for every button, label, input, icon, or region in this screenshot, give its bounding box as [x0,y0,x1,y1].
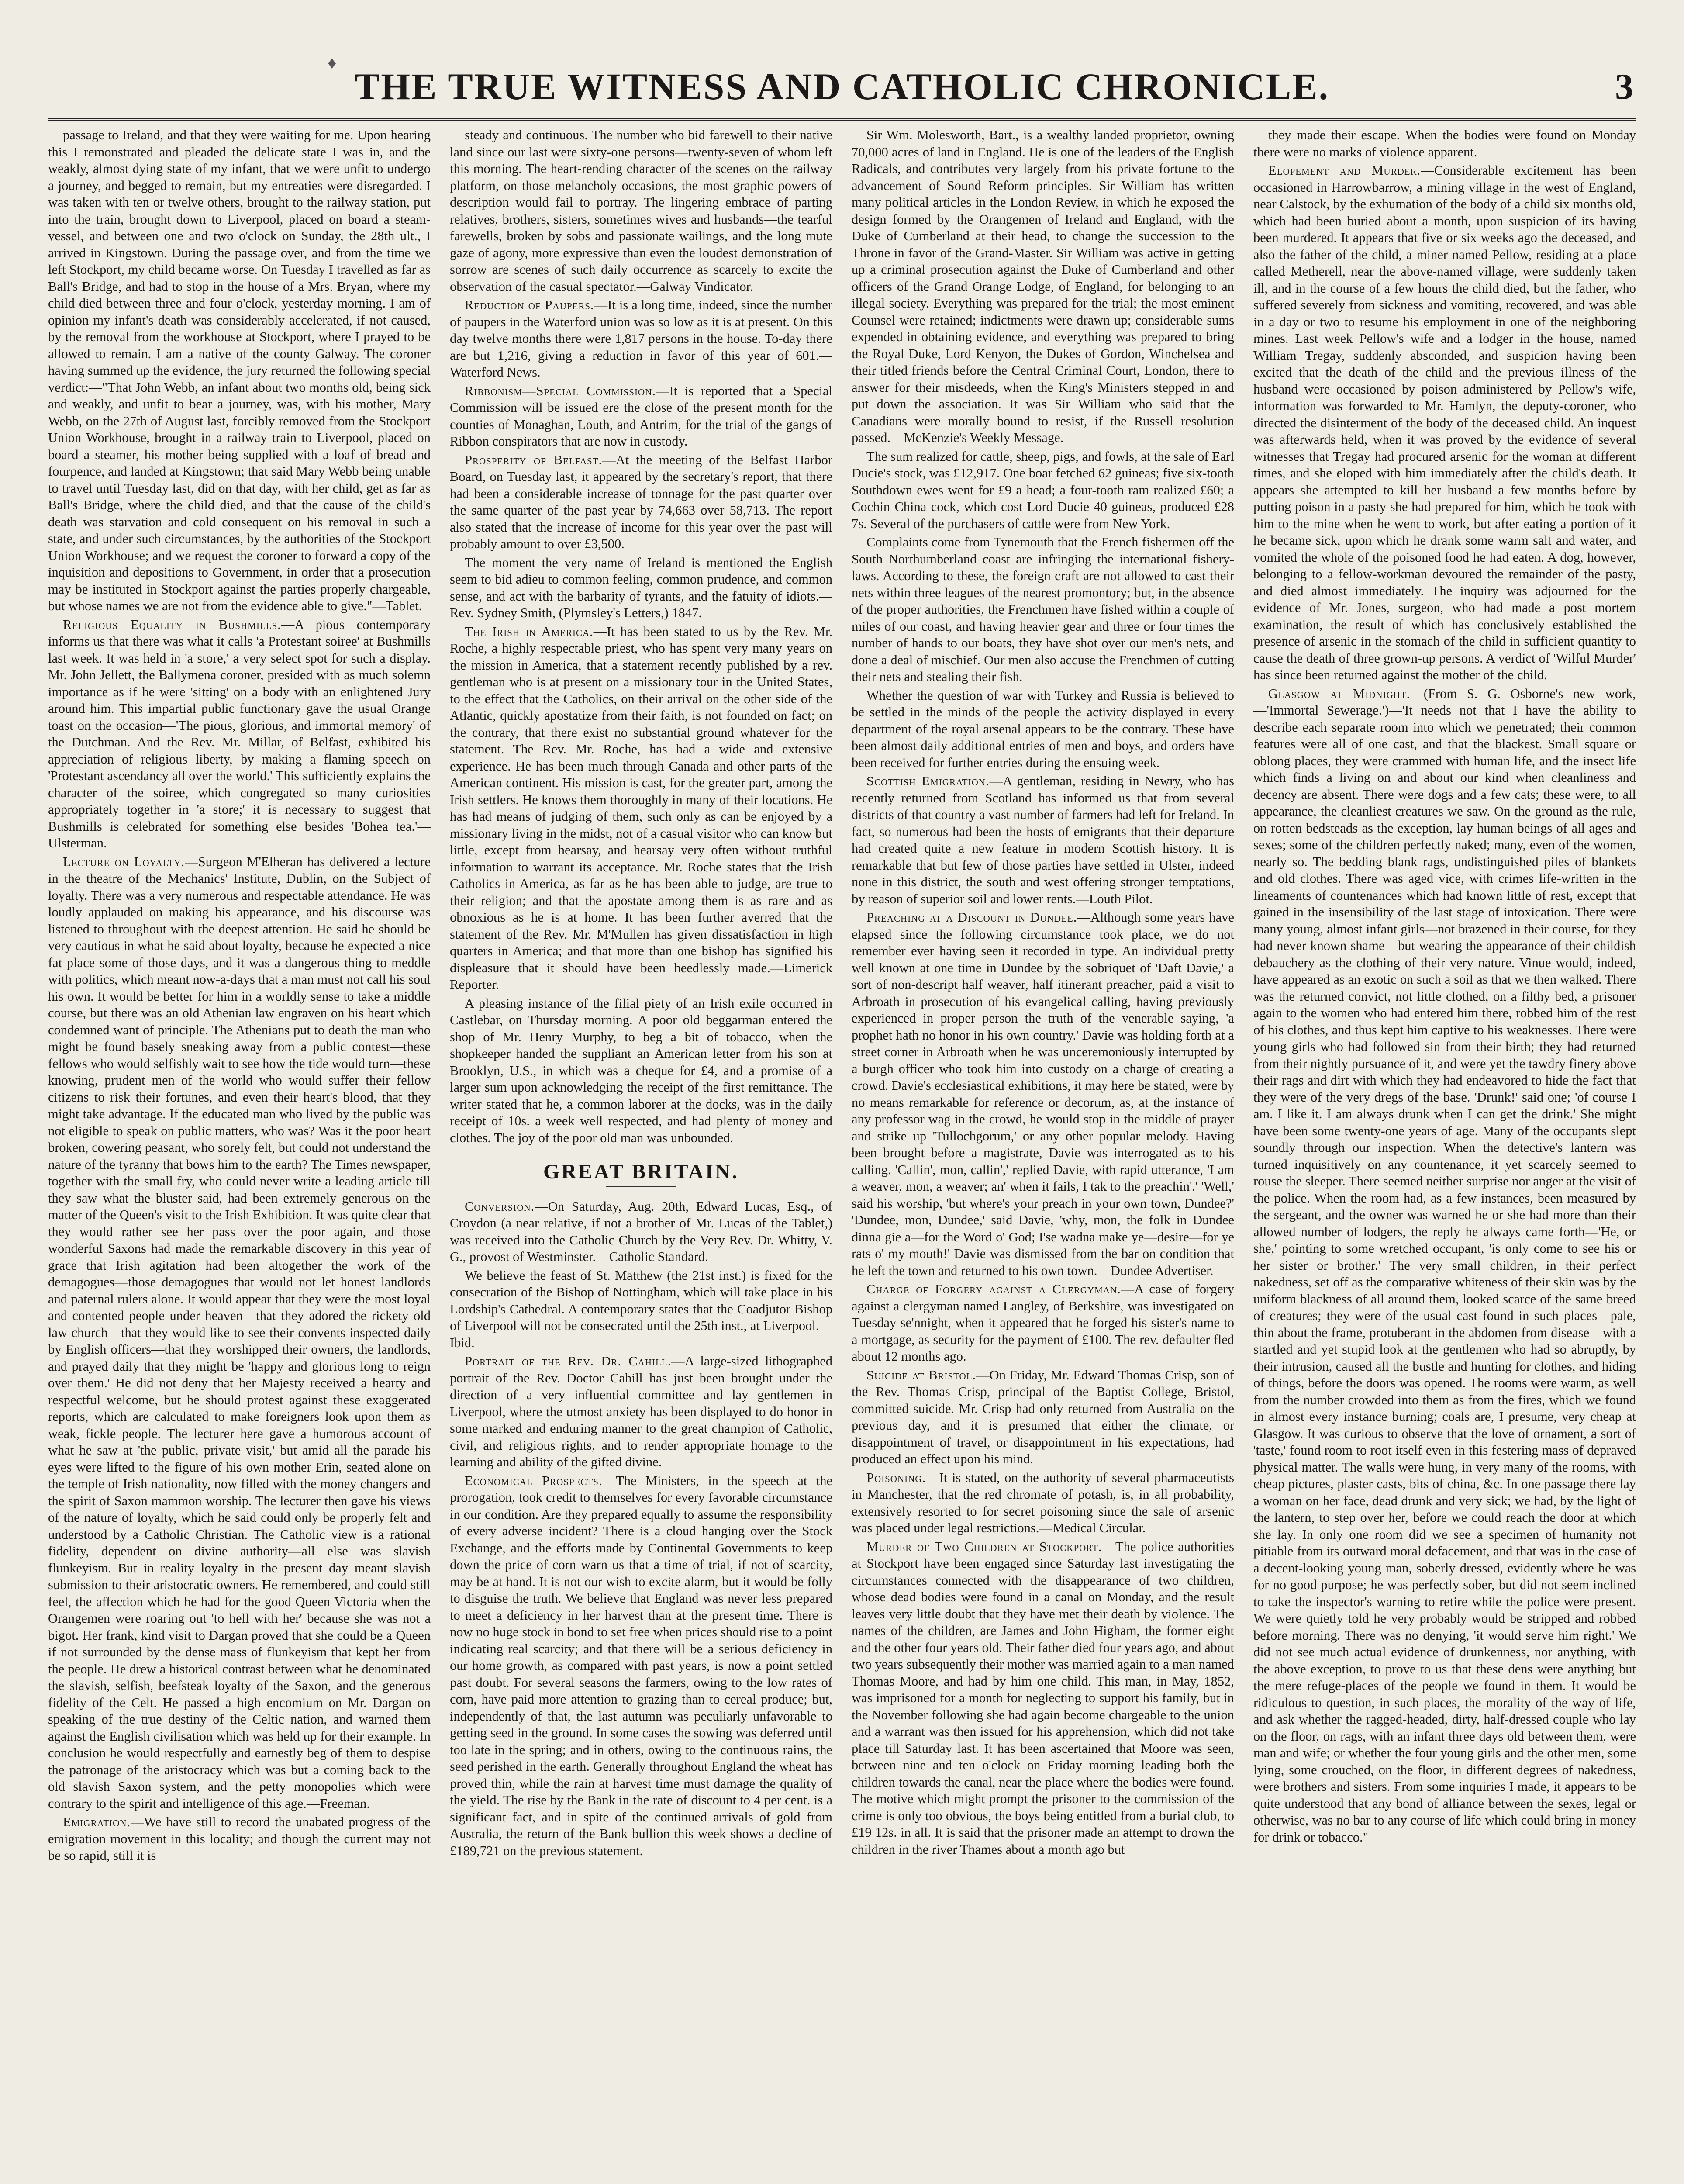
article-paragraph [450,1353,832,1471]
article-text: —Surgeon M'Elheran has delivered a lecture in the theatre of the Mechanics' Institute, Dublin, on the Subject of loyalty. There was a very numerous and respectable attendance. He was loudly applauded on making his appearance, and his discourse was listened to throughout with the deepest attention. He said he should be very cautious in what he said about loyalty, because he expected a nice fat place some of those days, and it was a dangerous thing to meddle with politics, which meant now-a-days that a man must not call his soul his own. It would be better for him in a worldly sense to take a middle course, but there was an old Athenian law engraven on his heart which condemned want of principle. The Athenians put to death the man who might be found basely sneaking away from a public contest—these fellows who would selfishly wait to see how the tide would turn—these knowing, prudent men of the world who would suffer their fellow citizens to risk their fortunes, and even their heart's blood, that they might take advantage. If the educated man who lived by the public was not eligible to speak on public matters, who was? Was it the poor heart broken, cowering peasant, who sorely felt, but could not understand the nature of the tyranny that bows him to the earth? The Times newspaper, together with the small fry, who could never write a leading article till they saw what the bluster said, had been extremely generous on the matter of the Queen's visit to the Irish Exhibition. It was quite clear that they would rather see her pass over the poor again, and those wonderful Saxons had made the remarkable discovery in this year of grace that Irish agitation had been altogether the work of the demagogues—those demagogues that would not let honest landlords and paternal rulers alone. It would appear that they were the most loyal and contented people under heaven—that they adored the rickety old law church—that they would like to see their convents inspected daily by English officers—that they worshipped their owners, the landlords, and prayed daily that they might be 'happy and glorious long to reign over them.' He did not deny that her Majesty received a hearty and respectful welcome, but he should protest against these exaggerated reports, which are calculated to make foreigners look upon them as weak, fickle people. The lecturer here gave a humorous account of what he saw at 'the public, private visit,' but amid all the parade his eyes were lifted to the figure of his own mother Erin, seated alone on the temple of Irish nationality, now filled with the money changers and the spirit of Saxon mammon worship. The lecturer then gave his views of the nature of loyalty, which he said could only be properly felt and understood by a Catholic Christian. The Catholic view is a rational fidelity, dependent on divine authority—all else was slavish flunkeyism. But in reality loyalty in the present day meant slavish submission to their aristocratic owners. He remembered, and could still feel, the affection which he had for the good Queen Victoria when the Orangemen were roaring out 'to hell with her' because she was not a bigot. Her frank, kind visit to Dargan proved that she could be a Queen if not surrounded by the dense mass of flunkeyism that kept her from the people. He drew a historical contrast between what he denominated the slavish, selfish, beefsteak loyalty of the Saxon, and the generous fidelity of the Celt. He passed a high encomium on Mr. Dargan on speaking of the true destiny of the Celtic nation, and warned them against the English civilisation which was held up for their example. In conclusion he would respectfully and earnestly beg of them to despise the patronage of the aristocracy which was but a coming back to the old slavish Saxon system, and the petty monopolies which were contrary to the spirit and intelligence of this age.—Freeman. [48,854,431,1811]
article-text: —At the meeting of the Belfast Harbor Board, on Tuesday last, it appeared by the secretary's report, that there had been a considerable increase of tonnage for the past quarter over the same quarter of the past year by 74,663 over 58,713. The report also stated that the increase of income for this year over the past will probably amount to over £3,500. [450,452,832,551]
columns [48,127,1636,2184]
article-paragraph [450,554,832,622]
article-text: —It is stated, on the authority of several pharmaceutists in Manchester, that the red chromate of potash, is, in all probability, extensively resorted to for secret poisoning since the sale of arsenic was placed under legal restrictions.—Medical Circular. [852,1470,1234,1535]
column-2 [450,127,832,2184]
article-heading: Ribbonism—Special Commission. [465,383,656,398]
page-number: 3 [1615,66,1633,107]
article-text: they made their escape. When the bodies were found on Monday there were no marks of violence apparent. [1253,128,1636,159]
article-heading: The Irish in America. [465,624,594,639]
article-heading: Lecture on Loyalty. [63,854,185,869]
article-text: Complaints come from Tynemouth that the French fishermen off the South Northumberland coast are infringing the international fishery-laws. According to these, the foreign craft are not allowed to cast their nets within three leagues of the nearest promontory; but, in the absence of the proper authorities, the Frenchmen have fished within a couple of miles of our coast, and having heavier gear and three or four times the number of hands to our boats, they have shot over our men's nets, and done a deal of mischief. Our men also accuse the Frenchmen of cutting their nets and stealing their fish. [852,535,1234,684]
column-4 [1253,127,1636,2184]
article-heading: Glasgow at Midnight. [1268,686,1411,701]
section-heading: GREAT BRITAIN. [450,1164,832,1187]
article-paragraph [1253,685,1636,1846]
article-heading: Religious Equality in Bushmills. [63,617,281,632]
article-text: —A gentleman, residing in Newry, who has recently returned from Scotland has informed us that from several districts of that country a vast number of farmers had left for Ireland. In fact, so numerous had been the hosts of emigrants that their departure had created quite a new feature in modern Scottish history. It is remarkable that but few of those parties have settled in Ulster, indeed none in this district, the south and west offering stronger temptations, by reason of superior soil and lower rents.—Louth Pilot. [852,774,1234,906]
article-text: —It is a long time, indeed, since the number of paupers in the Waterford union was so low as it is at present. On this day twelve months there were 1,817 persons in the house. To-day there are but 1,216, giving a reduction in favor of this year of 601.—Waterford News. [450,297,832,380]
article-paragraph [1253,127,1636,160]
article-paragraph [48,854,431,1812]
article-text: —We have still to record the unabated progress of the emigration movement in this locality; and though the current may not be so rapid, still it is [48,1814,431,1863]
article-text: We believe the feast of St. Matthew (the 21st inst.) is fixed for the consecration of the Bishop of Nottingham, which will take place in his Lordship's Cathedral. A contemporary states that the Coadjutor Bishop of Liverpool will not be consecrated until the 25th inst., at Liverpool.—Ibid. [450,1268,832,1350]
article-heading: Preaching at a Discount in Dundee. [866,910,1077,925]
article-text: Whether the question of war with Turkey and Russia is believed to be settled in the minds of the people the activity displayed in every department of the royal arsenal appears to be the contrary. These have been almost daily additional entries of men and boys, and orders have been received for further entries during the ensuing week. [852,688,1234,770]
article-heading: Emigration. [63,1814,131,1829]
newspaper-title: THE TRUE WITNESS AND CATHOLIC CHRONICLE. [354,66,1330,107]
article-paragraph [450,995,832,1147]
article-paragraph [852,1367,1234,1468]
article-heading: Reduction of Paupers. [465,297,594,312]
article-heading: Suicide at Bristol. [866,1367,977,1382]
article-text: Sir Wm. Molesworth, Bart., is a wealthy landed proprietor, owning 70,000 acres of land in England. He is one of the leaders of the English Radicals, and contributes very largely from his private fortune to the advancement of Sound Reform principles. Sir William has written many political articles in the London Review, in which he exposed the design formed by the Orangemen of Ireland and England, with the Duke of Cumberland at their head, to change the succession to the Throne in favor of the Grand-Master. Sir William was active in getting up a criminal prosecution against the Duke of Cumberland and other officers of the Grand Orange Lodge, of England, for belonging to an illegal society. Everything was prepared for the trial; the most eminent Counsel were retained; indictments were drawn up; considerable sums expended in obtaining evidence, and everything was prepared to bring the Royal Duke, Lord Kenyon, the Dukes of Gordon, Winchelsea and their titled friends before the Central Criminal Court, London, there to answer for their misdeeds, when the King's Ministers stepped in and put down the association. It was Sir William who said that the Canadians were morally bound to resist, if the Russell resolution passed.—McKenzie's Weekly Message. [852,128,1234,445]
article-paragraph [450,1472,832,1859]
article-paragraph [852,534,1234,685]
article-heading: Prosperity of Belfast. [465,452,603,467]
article-paragraph [852,687,1234,771]
article-paragraph [450,383,832,450]
article-paragraph [450,127,832,295]
article-text: —A large-sized lithographed portrait of the Rev. Doctor Cahill has just been brought under the direction of a very influential committee and lay gentlemen in Liverpool, where the utmost anxiety has been displayed to do honor in some marked and enduring manner to the great champion of Catholic, civil, and religious rights, and to render appropriate homage to the learning and ability of the gifted divine. [450,1354,832,1469]
article-paragraph [852,773,1234,907]
article-text: A pleasing instance of the filial piety of an Irish exile occurred in Castlebar, on Thursday morning. A poor old beggarman entered the shop of Mr. Henry Murphy, to beg a bit of tobacco, when the shopkeeper handed the suppliant an American letter from his son at Brooklyn, U.S., in which was a cheque for £4, and a promise of a larger sum upon acknowledging the receipt of the first remittance. The writer stated that he, a common laborer at the docks, was in the daily receipt of 10s. a week well respected, and had plenty of money and clothes. The joy of the poor old man was unbounded. [450,995,832,1145]
article-heading: Elopement and Murder. [1268,163,1421,178]
article-paragraph [852,127,1234,446]
article-paragraph [852,448,1234,532]
article-paragraph [450,297,832,381]
article-text: —On Friday, Mr. Edward Thomas Crisp, son of the Rev. Thomas Crisp, principal of the Baptist College, Bristol, committed suicide. Mr. Crisp had only returned from Australia on the previous day, and it is presumed that either the climate, or disappointment of travel, or disappointment in his expectations, had produced an effect upon his mind. [852,1367,1234,1466]
article-text: —It has been stated to us by the Rev. Mr. Roche, a highly respectable priest, who has spent very many years on the mission in America, that a statement recently published by a rev. gentleman who is at present on a missionary tour in the United States, to the effect that the Catholics, on their arrival on the other side of the Atlantic, quickly apostatize from their faith, is not founded on fact; on the contrary, that there exist no substantial ground whatever for the statement. The Rev. Mr. Roche, has had a wide and extensive experience. He has been much through Canada and other parts of the American continent. His mission is cast, for the greater part, among the Irish settlers. He knows them thoroughly in many of their locations. He has had means of judging of them, such only as can be enjoyed by a missionary living in the midst, not of a casual visitor who can know but little, except from hearsay, and hearsay very often without truthful information to warrant its acceptance. Mr. Roche states that the Irish Catholics in America, as far as he has been able to judge, are true to their religion; and that the apostate among them is as rare and as obnoxious as he is at home. It has been further averred that the statement of the Rev. Mr. M'Mullen has given dissatisfaction in high quarters in America; and that more than one bishop has signified his displeasure that it should have been heedlessly made.—Limerick Reporter. [450,624,832,992]
article-text: —(From S. G. Osborne's new work,—'Immortal Sewerage.')—'It needs not that I have the ability to describe each separate room into which we penetrated; their common features were all of one cast, and that the blackest. Small square or oblong places, they were crammed with human life, and the insect life which finds a living on and about our kind when cleanliness and decency are absent. There were dogs and a few cats; these were, to all appearance, the cleanliest creatures we saw. On the ground as the rule, on rotten bedsteads as the exception, lay human beings of all ages and sexes; some of the children perfectly naked; many, even of the women, nearly so. The bedding blank rags, undistinguished piles of blankets and old clothes. There was aged vice, with crimes life-written in the lineaments of countenances which had known little of rest, except that gained in the insensibility of the last stage of intoxication. There were many young, almost infant girls—not brazened in their course, for they had never known shame—but wearing the appearance of their childish debauchery as the clothing of their very nature. Vinue would, indeed, have appeared as an exotic on such a soil as that we then walked. There was the returned convict, not little clothed, on a filthy bed, a prisoner again to the women who had entered him there, robbed him of the rest of his clothes, and thus kept him captive to his weaknesses. There were young girls who had followed sin from their birth; they had returned from their nightly pursuance of it, and were yet the tawdry finery above their rags and dirt with which they had endeavored to hide the fact that they were of the very dregs of the base. 'Drunk!' said one; 'of course I am. I like it. I am always drunk when I can get the drink.' She might have been some twenty-one years of age. Many of the occupants slept soundly through our inspection. When the detective's lantern was turned inquisitively on any countenance, it yet scarcely seemed to rouse the sleeper. There seemed neither surprise nor anger at the visit of the police. When the room had, as a few instances, been measured by the sergeant, and the owner was warned he or she had more than their allowed number of lodgers, the reply he always came forth—'He, or she,' pointing to some wretched occupant, 'is only come to see his or her sister or brother.' The very small children, in their perfect nakedness, set off as the comparative whiteness of their skin was by the uniform blackness of all around them, looked scarce of the same breed of creatures; they were of the usual cast found in such places—pale, thin about the frame, protuberant in the abdomen from disease—with a startled and yet stupid look at the gentlemen who had so abruptly, by their intrusion, caused all the bustle and hunting for clothes, and hiding of things, before the doors was opened. The rooms were warm, as well from the number crowded into them as from the fires, which we found in almost every instance burning; coals are, I presume, very cheap at Glasgow. It was curious to observe that the love of ornament, a sort of 'taste,' found room to root itself even in this festering mass of depraved physical matter. The walls were hung, in very many of the rooms, with cheap pictures, plaster casts, bits of china, &c. In one passage there lay a woman on her face, dead drunk and very sick; we had, by the light of the lantern, to step over her, before we could reach the door at which she lay. In only one room did we see a specimen of humanity not pitiable from its outward moral defacement, and that was in the case of a decent-looking young man, soberly dressed, evidently where he was for no good purpose; he was perfectly sober, but did not seem inclined to take the inspector's warning to retire while the police were present. We were quietly told he very probably would be stripped and robbed before morning. There was no denying, 'it would serve him right.' We did not see much actual evidence of drunkenness, nor anything, with the above exception, to prove to us that these dens were anything but the mere refuge-places of the people we found in them. It would be ridiculous to question, in such places, the morality of the way of life, and ask whether the ragged-headed, dirty, half-dressed couple who lay on the floor, on rags, with an infant three days old between them, were man and wife; or whether the four young girls and the other men, some lying, some crouched, on the floor, in different degrees of nakedness, were brothers and sisters. From some inquiries I made, it appears to be quite understood that any bond of alliance between the sexes, legal or otherwise, was no bar to any course of life which could bring in money for drink or tobacco." [1253,686,1636,1845]
column-3 [852,127,1234,2184]
article-text: —Although some years have elapsed since the following circumstance took place, we do not remember ever having seen it recorded in type. An individual pretty well known at one time in Dundee by the sobriquet of 'Daft Davie,' a sort of non-descript half weaver, half itinerant preacher, paid a visit to Arbroath in prosecution of his evangelical calling, having previously experienced in proper person the truth of the venerable saying, 'a prophet hath no honor in his own country.' Davie was holding forth at a street corner in Arbroath when he was unceremoniously interrupted by a burgh officer who took him into custody on a charge of creating a crowd. Davie's ecclesiastical exhibitions, it may here be stated, were by no means remarkable for reference or decorum, as, at the instance of any professor wag in the crowd, he would stop in the middle of prayer and strike up 'Tullochgorum,' or any other popular melody. Having been brought before a magistrate, Davie was interrogated as to his calling. 'Callin', mon, callin',' replied Davie, with rapid utterance, 'I am a weaver, mon, a weaver; an' when it fails, I tak to the preachin'.' 'Well,' said his worship, 'but where's your preach in your own town, Dundee?' 'Dundee, mon, Dundee,' said Davie, 'why, mon, the folk in Dundee dinna gie a—for the Word o' God; I'se wadna make ye—desire—for ye rats o' my mouth!' Davie was dismissed from the bar on condition that he left the town and returned to his own town.—Dundee Advertiser. [852,910,1234,1278]
article-paragraph [48,127,431,615]
article-text: —On Saturday, Aug. 20th, Edward Lucas, Esq., of Croydon (a near relative, if not a brother of Mr. Lucas of the Tablet,) was received into the Catholic Church by the Very Rev. Dr. Whitty, V. G., provost of Westminster.—Catholic Standard. [450,1199,832,1264]
article-heading: Murder of Two Children at Stockport. [866,1539,1102,1554]
article-heading: Economical Prospects. [465,1473,603,1488]
article-paragraph [48,1814,431,1864]
article-paragraph [48,616,431,852]
article-heading: Conversion. [465,1199,535,1214]
article-paragraph [852,1469,1234,1537]
article-paragraph [450,1267,832,1351]
article-text: —It is reported that a Special Commission will be issued ere the close of the present month for the counties of Monaghan, Louth, and Antrim, for the trial of the gangs of Ribbon conspirators that are now in custody. [450,383,832,449]
article-heading: Poisoning. [866,1470,926,1485]
article-heading: Charge of Forgery against a Clergyman. [866,1282,1121,1296]
article-text: The sum realized for cattle, sheep, pigs, and fowls, at the sale of Earl Ducie's stock, was £12,917. One boar fetched 62 guineas; five six-tooth Southdown ewes went for £9 a head; a four-tooth ram realized £60; a Cochin China cock, which cost Lord Ducie 40 guineas, produced £28 7s. Several of the purchasers of cattle were from New York. [852,449,1234,531]
article-text: —Considerable excitement has been occasioned in Harrowbarrow, a mining village in the west of England, near Calstock, by the exhumation of the body of a child six months old, which had been buried about a month, upon suspicion of its having been murdered. It appears that five or six weeks ago the deceased, and also the father of the child, a miner named Pellow, residing at a place called Metherell, near the above-named village, were suddenly taken ill, and in the course of a few hours the child died, but the father, who suffered severely from sickness and vomiting, recovered, and was able in a day or two to resume his employment in one of the neighboring mines. Last week Pellow's wife and a lodger in the house, named William Tregay, suddenly absconded, and suspicion having been excited that the death of the child and the previous illness of the husband were occasioned by poison administered by Pellow's wife, information was forwarded to Mr. Hamlyn, the deputy-coroner, who directed the disinterment of the body of the deceased child. An inquest was afterwards held, when it was proved by the evidence of several witnesses that Tregay had procured arsenic for the woman at different times, and she eloped with him immediately after the child's death. It appears she attempted to kill her husband a few months before by putting poison in a pasty she had prepared for him, which he took with him to the mine when he went to work, but after eating a portion of it he became sick, upon which he drank some warm salt and water, and vomited the whole of the poisoned food he had eaten. A dog, however, belonging to a fellow-workman devoured the remainder of the pasty, and died almost immediately. The inquiry was adjourned for the evidence of Mr. Jones, surgeon, who had made a post mortem examination, the result of which has conclusively established the presence of arsenic in the stomach of the child in sufficient quantity to cause the death of three grown-up persons. A verdict of 'Wilful Murder' has since been returned against the mother of the child. [1253,163,1636,682]
article-paragraph [450,1198,832,1265]
article-paragraph [450,623,832,993]
article-text: The moment the very name of Ireland is mentioned the English seem to bid adieu to common feeling, common prudence, and common sense, and act with the barbarity of tyrants, and the fatuity of idiots.—Rev. Sydney Smith, (Plymsley's Letters,) 1847. [450,555,832,620]
column-1 [48,127,431,2184]
article-paragraph [852,1281,1234,1365]
article-paragraph [852,909,1234,1279]
masthead [48,52,1636,121]
article-heading: Scottish Emigration. [866,774,990,788]
article-paragraph [450,452,832,553]
article-heading: Portrait of the Rev. Dr. Cahill. [465,1354,672,1368]
page-mark: ♦ [328,53,337,73]
article-text: —A case of forgery against a clergyman named Langley, of Berkshire, was investigated on Tuesday se'nnight, when it appeared that he forged his sister's name to a mortgage, as security for the payment of £100. The rev. defaulter fled about 12 months ago. [852,1282,1234,1364]
article-text: —The police authorities at Stockport have been engaged since Saturday last investigating the circumstances connected with the disappearance of two children, whose dead bodies were found in a canal on Monday, and the result leaves very little doubt that they have met their death by violence. The names of the children, are James and John Higham, the former eight and the other four years old. Their father died four years ago, and about two years subsequently their mother was married again to a man named Thomas Moore, and had by him one child. This man, in May, 1852, was imprisoned for a month for neglecting to support his family, but in the November following she had again become chargeable to the union and a warrant was then issued for his apprehension, which did not take place till Saturday last. It has been ascertained that Moore was seen, between nine and ten o'clock on Friday morning leading both the children towards the canal, near the place where the bodies were found. The motive which might prompt the prisoner to the commission of the crime is only too obvious, the boys being entitled from a burial club, to £19 12s. in all. It is said that the prisoner made an attempt to drown the children in the river Thames about a month ago but [852,1539,1234,1857]
article-text: —A pious contemporary informs us that there was what it calls 'a Protestant soiree' at Bushmills last week. It was held in 'a store,' a very select spot for such a display. Mr. John Jellett, the Ballymena coroner, presided with as much solemn importance as if he were 'sitting' on a body with an enlightened Jury around him. This impartial public functionary gave the usual Orange toast on the occasion—'The pious, glorious, and immortal memory' of the Dutchman. And the Rev. Mr. Millar, of Belfast, exhibited his appreciation of religious liberty, by making a flaming speech on 'Protestant ascendancy all over the world.' This sufficiently explains the character of the soiree, which congregated so many curiosities appropriately together in 'a store;' it is necessary to suggest that Bushmills is celebrated for something else besides 'Bohea tea.'—Ulsterman. [48,617,431,850]
article-paragraph [1253,162,1636,684]
article-text: passage to Ireland, and that they were waiting for me. Upon hearing this I remonstrated and pleaded the delicate state I was in, and the weakly, almost dying state of my infant, that we were unfit to undergo a journey, and begged to remain, but my entreaties were disregarded. I was taken with ten or twelve others, brought to the railway station, put into the train, brought down to Liverpool, placed on board a steam-vessel, and between one and two o'clock on Sunday, the 28th ult., I arrived in Kingstown. During the passage over, and from the time we left Stockport, my child became worse. On Tuesday I travelled as far as Ball's Bridge, and had to stop in the house of a Mrs. Bryan, where my child died between three and four o'clock, yesterday morning. I am of opinion my infant's death was considerably accelerated, if not caused, by the removal from the workhouse at Stockport, where I prayed to be allowed to remain. I am a native of the county Galway. The coroner having summed up the evidence, the jury returned the following special verdict:—"That John Webb, an infant about two months old, being sick and weakly, and unfit to bear a journey, was, with his mother, Mary Webb, on the 27th of August last, forcibly removed from the Stockport Union Workhouse, brought in a railway train to Liverpool, placed on board a steamer, his mother being supplied with a loaf of bread and fourpence, and landed at Kingstown; that said Mary Webb being unable to travel until Tuesday last, did on that day, with her child, get as far as Ball's Bridge, where the child died, and that the cause of the child's death was starvation and cold consequent on his removal in such a state, and under such circumstances, by the authorities of the Stockport Union Workhouse; and we request the coroner to forward a copy of the inquisition and depositions to Government, in order that a prosecution may be instituted in Stockport against the parties properly chargeable, but whose names we are not from the evidence able to give."—Tablet. [48,128,431,613]
article-text: steady and continuous. The number who bid farewell to their native land since our last were sixty-one persons—twenty-seven of whom left this morning. The heart-rending character of the scenes on the railway platform, on those melancholy occasions, the most graphic powers of description would fail to portray. The lingering embrace of parting relatives, brothers, sisters, sometimes wives and husbands—the tearful farewells, broken by sobs and passionate wailings, and the long mute gaze of agony, more expressive than even the loudest demonstration of sorrow are scenes of such daily occurrence as scarcely to excite the observation of the casual spectator.—Galway Vindicator. [450,128,832,294]
article-paragraph [852,1538,1234,1858]
article-text: —The Ministers, in the speech at the prorogation, took credit to themselves for every favorable circumstance in our condition. Are they prepared equally to assume the responsibility of every adverse incident? There is a cloud hanging over the Stock Exchange, and the efforts made by Continental Governments to keep down the price of corn warn us that a time of trial, if not of scarcity, may be at hand. It is not our wish to excite alarm, but it would be folly to disguise the truth. We believe that England was never less prepared to meet a deficiency in her harvest than at the present time. There is now no huge stock in bond to set free when prices should rise to a point indicating real scarcity; and that there will be a serious deficiency in our home growth, as compared with past years, is now a point settled past doubt. For several seasons the farmers, owing to the low rates of corn, have paid more attention to grazing than to cereal produce; but, independently of that, the last autumn was peculiarly unfavorable to getting seed in the ground. In some cases the sowing was deferred until too late in the spring; and in others, owing to the continuous rains, the seed perished in the earth. Generally throughout England the wheat has proved thin, while the rain at harvest time must damage the quality of the yield. The rise by the Bank in the rate of discount to 4 per cent. is a significant fact, and in spite of the continued arrivals of gold from Australia, the return of the Bank bullion this week shows a decline of £189,721 on the previous statement. [450,1473,832,1858]
